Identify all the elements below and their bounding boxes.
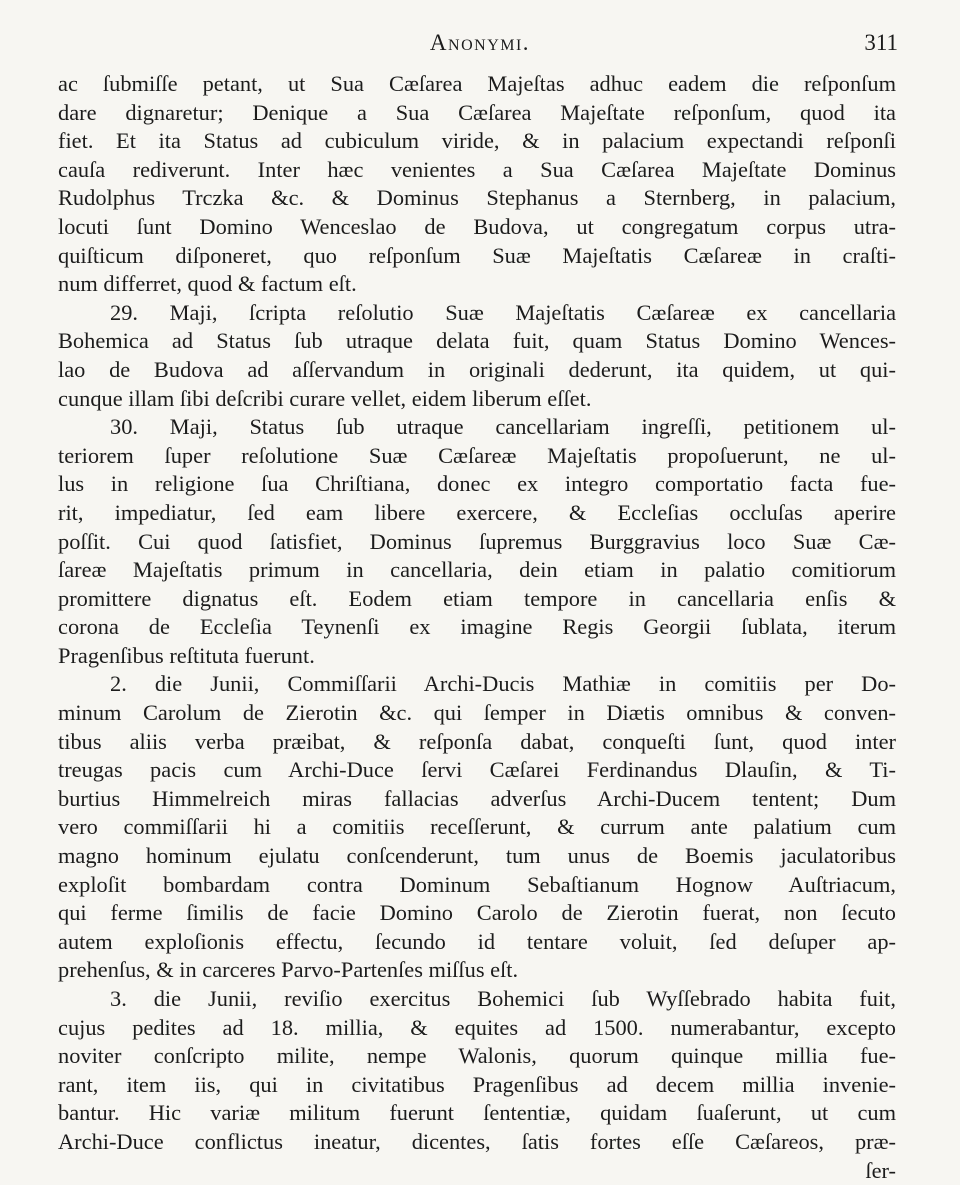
text-line	[58, 899, 896, 928]
text-line	[58, 842, 896, 871]
italic-text: Bohemica	[58, 328, 149, 354]
text-run: magno hominum ejulatu conſcenderunt, tum unus de	[58, 843, 685, 869]
italic-text: Majeſtatis Cæſareæ	[562, 242, 762, 268]
text-run: teriorem ſuper reſolutione Suæ	[58, 442, 439, 468]
text-run: &c. qui ſemper in Diætis omnibus & conven-	[357, 700, 896, 726]
text-line	[58, 470, 896, 499]
text-run: miras fallacias adverſus Archi-Ducem tentent; Dum	[270, 785, 896, 811]
italic-text: Wyſſebrado	[646, 986, 751, 1011]
italic-text: burtius Himmelreich	[58, 785, 271, 811]
text-run: cauſa rediverunt. Inter hæc venientes a Sua	[58, 156, 602, 182]
text-run: qui ferme ſimilis de facie Domino	[58, 900, 477, 926]
text-line	[58, 985, 896, 1014]
text-run: Dominus	[786, 156, 896, 182]
text-line	[58, 385, 896, 414]
text-run: cujus pedites ad 18. millia, & equites ad 1500. numerabantur, excepto	[58, 1014, 896, 1040]
text-run: , donec ex integro comportatio facta fue-	[404, 471, 897, 497]
text-run: &c. & Dominus	[243, 185, 487, 211]
italic-text: Walonis	[458, 1043, 532, 1069]
page-number: 311	[864, 30, 898, 55]
text-run: ad decem millia invenie-	[578, 1071, 896, 1097]
text-run: fiet. Et ita Status ad cubiculum viride, & in palacium expectandi reſponſi	[58, 128, 896, 154]
italic-text: Boemis	[684, 843, 754, 869]
text-run: locuti ſunt Domino	[58, 213, 301, 239]
text-line	[58, 299, 896, 328]
italic-text: Stephanus a Sternberg	[486, 185, 731, 211]
text-run: reſtituta fuerunt.	[163, 642, 315, 668]
text-line	[58, 213, 896, 242]
text-line	[58, 585, 896, 614]
italic-text: Georgii	[643, 614, 712, 640]
text-run: quiſticum diſponeret, quo reſponſum Suæ	[58, 242, 563, 268]
text-run: primum in cancellaria, dein etiam in palatio comitiorum	[222, 557, 896, 583]
text-line	[58, 756, 896, 785]
text-line	[58, 956, 896, 985]
text-run: num differret, quod & factum eſt.	[58, 271, 357, 297]
italic-text: Cæſarea Majeſtas	[389, 71, 565, 96]
text-line	[58, 642, 896, 671]
text-line	[58, 871, 896, 900]
text-run: , reviſio exercitus	[251, 986, 478, 1011]
text-line	[58, 1071, 896, 1100]
italic-text: Rudolphus Trczka	[58, 185, 244, 211]
text-line	[58, 556, 896, 585]
text-run: ex cancellaria	[714, 299, 897, 325]
text-run: , ut congregatum corpus utra-	[542, 213, 897, 239]
text-run: ſer-	[865, 1157, 896, 1183]
italic-text: Carolum de Zierotin	[142, 700, 358, 726]
text-run: ,	[890, 871, 897, 897]
text-run: jaculatoribus	[753, 843, 896, 869]
text-run: corona de Eccleſia	[58, 614, 302, 640]
text-line	[58, 327, 896, 356]
text-run: habita fuit,	[750, 986, 897, 1011]
italic-text: Junii	[208, 986, 252, 1011]
italic-text: Teynenſi	[301, 614, 380, 640]
text-run: loco Suæ	[699, 528, 859, 554]
catchword	[58, 1157, 896, 1185]
text-line	[58, 356, 896, 385]
italic-text: Burggravius	[589, 528, 700, 554]
text-run: tibus aliis verba præibat, & reſponſa dabat, conqueſti ſunt, quod inter	[58, 728, 896, 754]
text-line	[58, 728, 896, 757]
text-line	[58, 1014, 896, 1043]
text-line	[58, 499, 896, 528]
italic-text: Junii	[210, 671, 254, 697]
text-run: 29.	[110, 299, 170, 325]
text-run: propoſuerunt, ne ul-	[636, 442, 896, 468]
text-line	[58, 528, 896, 557]
text-run: , Status ſub utraque cancellariam ingreſſi, petitionem ul-	[212, 414, 896, 440]
text-line	[58, 928, 896, 957]
italic-text: Pragenſibus	[58, 642, 164, 668]
text-run: ac ſubmiſſe petant, ut Sua	[58, 71, 390, 96]
italic-text: Cæſarea Majeſtate	[601, 156, 787, 182]
text-line	[58, 270, 896, 299]
text-line	[58, 613, 896, 642]
text-run: adhuc eadem die reſponſum	[564, 71, 896, 96]
text-run: 30.	[110, 414, 170, 440]
text-run: autem exploſionis effectu, ſecundo id tentare voluit, ſed deſuper ap-	[58, 928, 896, 954]
text-run: , ſcripta reſolutio Suæ	[211, 299, 516, 325]
text-run: , quorum quinque millia fue-	[531, 1043, 896, 1069]
text-line	[58, 442, 896, 471]
text-run: bantur. Hic variæ militum fuerunt ſententiæ, quidam ſuaſerunt, ut cum	[58, 1100, 896, 1126]
text-run: prehenſus, & in carceres Parvo-Partenſes miſſus eſt.	[58, 957, 519, 983]
running-title: Anonymi.	[429, 30, 531, 55]
text-run: ſub	[564, 986, 647, 1011]
text-run: fuerat, non ſecuto	[678, 900, 896, 926]
text-run: dare dignaretur; Denique a Sua Cæſarea Majeſtate reſponſum, quod ita	[58, 99, 896, 125]
text-line	[58, 70, 896, 99]
text-run: in craſti-	[761, 242, 896, 268]
text-line	[58, 813, 896, 842]
italic-text: ſareæ Majeſtatis	[58, 557, 223, 583]
italic-text: Ti-	[869, 757, 896, 783]
italic-text: Majeſtatis Cæſareæ	[515, 299, 715, 325]
text-run: 2. die	[110, 671, 211, 697]
italic-text: Wences-	[819, 328, 896, 354]
text-run: exploſit bombardam contra Dominum	[58, 871, 528, 897]
text-line	[58, 184, 896, 213]
text-run: , Commiſſarii Archi-Ducis	[253, 671, 563, 697]
text-line	[58, 785, 896, 814]
italic-text: Wenceslao de Budova	[300, 213, 543, 239]
text-line	[58, 156, 896, 185]
text-run: cunque illam ſibi deſcribi curare vellet, eidem liberum eſſet.	[58, 385, 592, 411]
italic-text: Sebaſtianum Hognow Auſtriacum	[527, 871, 891, 897]
text-run: ex imagine Regis	[379, 614, 644, 640]
text-run: minum	[58, 700, 143, 726]
italic-text: Bohemici	[477, 986, 565, 1011]
text-run: treugas pacis cum Archi-Duce ſervi Cæſarei	[58, 757, 587, 783]
text-run: lus in religione ſua	[58, 471, 316, 497]
text-run: ad aſſervandum in originali dederunt, ita quidem, ut qui-	[223, 356, 896, 382]
text-line	[58, 1128, 896, 1157]
italic-text: Pragenſibus	[472, 1071, 579, 1097]
text-line	[58, 1099, 896, 1128]
text-run: ad Status ſub utraque delata fuit, quam Status Domino	[148, 328, 820, 354]
text-line	[58, 99, 896, 128]
text-run: , in palacium,	[730, 185, 897, 211]
text-line	[58, 127, 896, 156]
text-run: Archi-Duce conflictus ineatur, dicentes, ſatis fortes eſſe Cæſareos, præ-	[58, 1128, 896, 1154]
italic-text: lao de Budova	[58, 356, 224, 382]
text-line	[58, 670, 896, 699]
text-run: in comitiis per Do-	[630, 671, 897, 697]
text-line	[58, 1042, 896, 1071]
italic-text: Mathiæ	[562, 671, 631, 697]
text-run: promittere dignatus eſt. Eodem etiam tempore in cancellaria enſis &	[58, 585, 896, 611]
text-run: poſſit. Cui quod ſatisfiet, Dominus ſupremus	[58, 528, 590, 554]
text-run: noviter conſcripto milite, nempe	[58, 1043, 459, 1069]
text-run: rit, impediatur, ſed eam libere exercere, & Eccleſias occluſas aperire	[58, 499, 896, 525]
text-run: ſublata, iterum	[711, 614, 896, 640]
text-run: 3. die	[110, 986, 209, 1011]
text-line	[58, 413, 896, 442]
text-run: vero commiſſarii hi a comitiis receſſerunt, & currum ante palatium cum	[58, 814, 896, 840]
text-run: rant, item iis, qui in civitatibus	[58, 1071, 473, 1097]
italic-text: Cæ-	[858, 528, 896, 554]
italic-text: Carolo de Zierotin	[476, 900, 679, 926]
text-run: , &	[792, 757, 870, 783]
italic-text: Ferdinandus Dlauſin	[586, 757, 792, 783]
body-text	[58, 70, 896, 1185]
text-line	[58, 699, 896, 728]
italic-text: Chriſtiana	[315, 471, 405, 497]
italic-text: Maji	[169, 414, 213, 440]
text-line	[58, 242, 896, 271]
italic-text: Cæſareæ Majeſtatis	[438, 442, 637, 468]
italic-text: Maji	[169, 299, 212, 325]
